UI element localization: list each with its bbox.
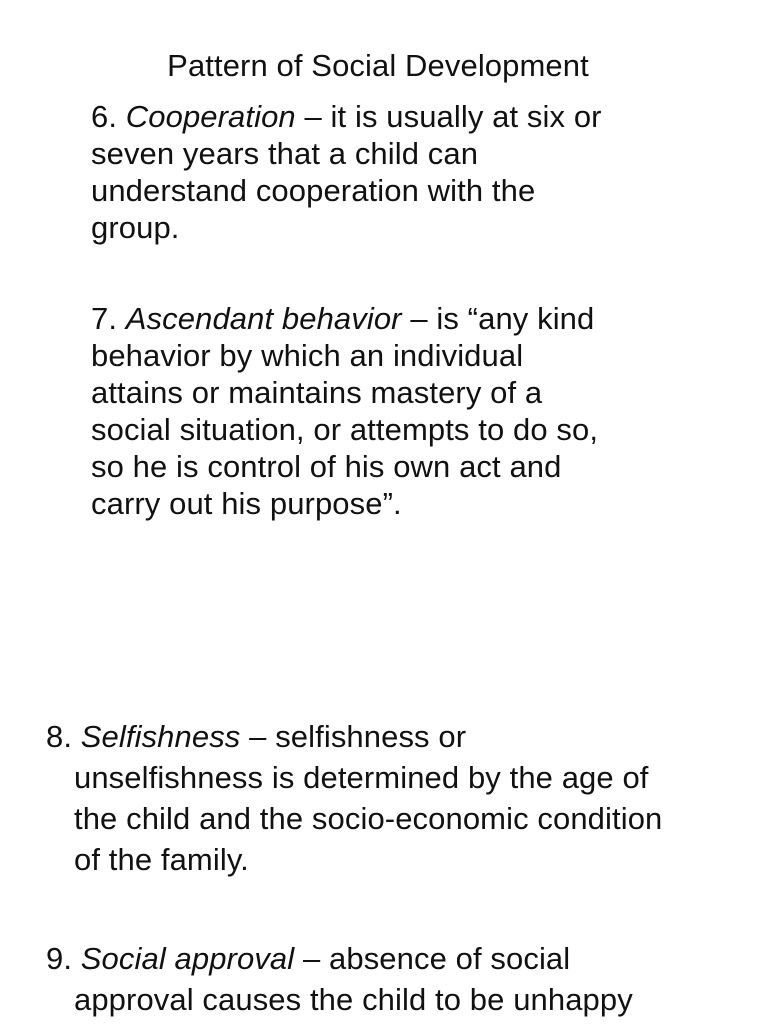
item-line: understand cooperation with the [91, 173, 536, 208]
item-line: of the family. [74, 842, 249, 877]
item-social-approval [46, 938, 633, 1020]
item-line: approval causes the child to be unhappy [74, 982, 633, 1017]
item-lead-text: – it is usually at six or [295, 99, 602, 134]
item-term: Ascendant behavior [125, 301, 402, 336]
item-lead-text: – is “any kind [401, 301, 595, 336]
item-line: group. [91, 210, 180, 245]
item-lead-text: – selfishness or [240, 719, 467, 754]
item-line: attains or maintains mastery of a [91, 375, 543, 410]
item-line: social situation, or attempts to do so, [91, 412, 599, 447]
item-first-line [91, 300, 598, 337]
item-line: so he is control of his own act and [91, 449, 562, 484]
item-ascendant-behavior [91, 300, 598, 522]
item-term: Selfishness [80, 719, 241, 754]
page-title: Pattern of Social Development [167, 48, 589, 83]
item-number: 6. [91, 99, 118, 134]
item-line: the child and the socio-economic condition [74, 801, 663, 836]
item-first-line [46, 938, 633, 979]
item-line: seven years that a child can [91, 136, 479, 171]
item-number: 8. [46, 719, 73, 754]
item-first-line [46, 716, 662, 757]
item-selfishness [46, 716, 662, 880]
item-lead-text: – absence of social [294, 941, 571, 976]
item-first-line [91, 98, 602, 135]
item-term: Cooperation [125, 99, 296, 134]
item-number: 7. [91, 301, 118, 336]
item-cooperation [91, 98, 602, 246]
item-number: 9. [46, 941, 73, 976]
item-line: carry out his purpose”. [91, 486, 402, 521]
item-line: unselfishness is determined by the age of [74, 760, 649, 795]
item-term: Social approval [80, 941, 295, 976]
item-line: behavior by which an individual [91, 338, 524, 373]
